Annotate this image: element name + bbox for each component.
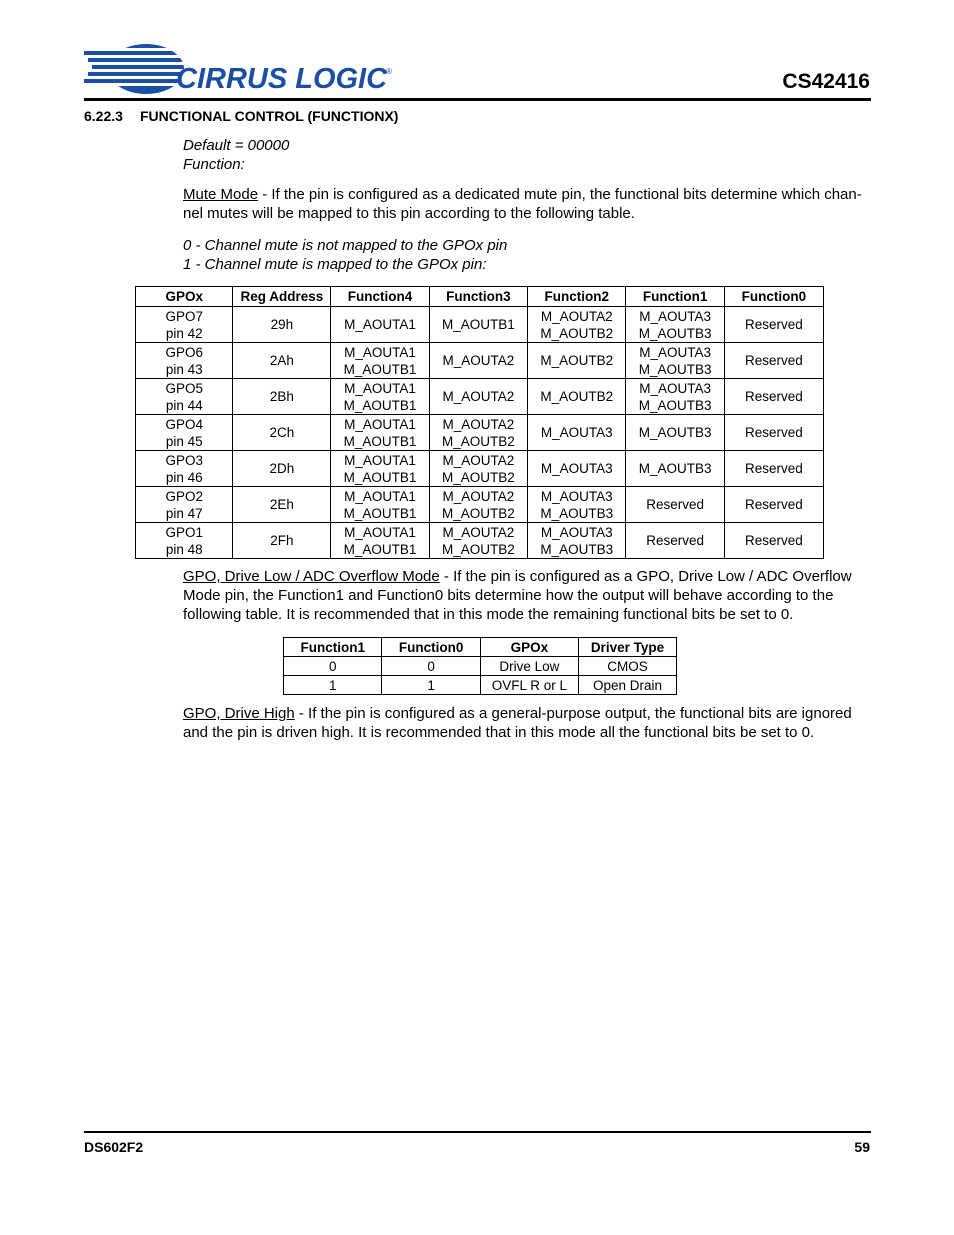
table-cell xyxy=(724,523,823,559)
table-cell xyxy=(331,415,429,451)
table-cell xyxy=(233,307,331,343)
cell-line: Reserved xyxy=(646,497,705,512)
cell-line: M_AOUTB2 xyxy=(540,325,614,341)
function-label: Function: xyxy=(183,156,245,173)
table-cell xyxy=(233,487,331,523)
cell-line: Reserved xyxy=(745,389,803,404)
table-row xyxy=(284,676,677,695)
cell-line: M_AOUTA2 xyxy=(442,524,515,540)
cell-line: M_AOUTA1 xyxy=(344,380,416,396)
column-header: Function4 xyxy=(331,287,429,307)
cell-line: pin 44 xyxy=(165,397,203,413)
cell-line: 29h xyxy=(270,317,294,332)
table-cell xyxy=(136,523,233,559)
cell-line: GPO5 xyxy=(165,380,203,396)
cell-line: M_AOUTB3 xyxy=(638,397,712,413)
cell-line: GPO7 xyxy=(165,308,203,324)
table-cell xyxy=(724,343,823,379)
cell-line: Reserved xyxy=(646,533,705,548)
table-row xyxy=(136,379,824,415)
gpo-drive-low-term: GPO, Drive Low / ADC Overflow Mode xyxy=(183,568,440,585)
section-heading xyxy=(84,108,398,124)
table-cell xyxy=(233,343,331,379)
cell-line: 2Eh xyxy=(269,497,294,512)
cell-line: 2Dh xyxy=(269,461,295,476)
table-cell xyxy=(724,379,823,415)
cell-line: pin 47 xyxy=(165,505,203,521)
table-cell xyxy=(528,307,626,343)
cell-line: pin 48 xyxy=(165,541,203,557)
gpo-drive-low-text: - If the pin is configured as a GPO, Drive Low / ADC Overflow Mode pin, the Function1 and Function0 bits determine how the output will behave according to the following table. It is recommended that in this mode the remaining functional bits be set to 0. xyxy=(183,568,852,623)
cell-line: Reserved xyxy=(745,461,803,476)
cell-line: M_AOUTA3 xyxy=(639,308,712,324)
part-number: CS42416 xyxy=(782,70,870,93)
cell-line: M_AOUTB1 xyxy=(343,361,417,377)
cell-line: M_AOUTB2 xyxy=(442,541,515,557)
column-header: Function1 xyxy=(284,638,382,657)
column-header: GPOx xyxy=(136,287,233,307)
cell-line: M_AOUTA2 xyxy=(442,389,515,404)
table-cell xyxy=(233,415,331,451)
table-cell: 0 xyxy=(284,657,382,676)
drive-type-table xyxy=(283,637,677,695)
table-cell xyxy=(136,379,233,415)
table-cell xyxy=(331,487,429,523)
table-cell xyxy=(528,415,626,451)
registered-mark: ® xyxy=(386,67,392,76)
cell-line: M_AOUTA1 xyxy=(344,344,416,360)
table-row xyxy=(136,307,824,343)
cell-line: GPO2 xyxy=(165,488,203,504)
table-cell: 1 xyxy=(382,676,480,695)
default-value: Default = 00000 xyxy=(183,137,290,154)
cell-line: M_AOUTB1 xyxy=(343,469,417,485)
table-cell xyxy=(233,379,331,415)
table-row xyxy=(136,451,824,487)
table-cell xyxy=(331,343,429,379)
mute-mode-text: - If the pin is configured as a dedicated mute pin, the functional bits determine which chan- nel mutes will be mapped to this pin according to the following table. xyxy=(183,186,862,222)
cell-line: M_AOUTB1 xyxy=(343,505,417,521)
cell-line: M_AOUTA1 xyxy=(344,488,416,504)
table-cell xyxy=(233,451,331,487)
table-cell: Drive Low xyxy=(480,657,578,676)
cell-line: pin 43 xyxy=(165,361,203,377)
table-cell xyxy=(528,487,626,523)
cell-line: M_AOUTA3 xyxy=(540,425,613,440)
table-cell xyxy=(724,307,823,343)
gpo-drive-low-paragraph xyxy=(183,567,873,624)
cell-line: Reserved xyxy=(745,497,803,512)
table-cell xyxy=(528,379,626,415)
cell-line: M_AOUTA1 xyxy=(344,452,416,468)
table-cell xyxy=(429,487,527,523)
cell-line: M_AOUTA2 xyxy=(442,452,515,468)
table-row xyxy=(136,415,824,451)
table-cell xyxy=(429,523,527,559)
cell-line: 2Ch xyxy=(269,425,295,440)
table-row xyxy=(284,657,677,676)
document-id: DS602F2 xyxy=(84,1139,144,1155)
cell-line: M_AOUTB3 xyxy=(540,541,614,557)
table-cell xyxy=(331,523,429,559)
page-number: 59 xyxy=(854,1139,870,1155)
cell-line: M_AOUTA3 xyxy=(540,524,613,540)
section-title: FUNCTIONAL CONTROL (FUNCTIONX) xyxy=(140,108,399,124)
cell-line: M_AOUTA2 xyxy=(442,416,515,432)
table-cell xyxy=(626,343,724,379)
table-cell xyxy=(136,451,233,487)
cell-line: M_AOUTB1 xyxy=(343,433,417,449)
cell-line: pin 42 xyxy=(165,325,203,341)
cell-line: M_AOUTB2 xyxy=(442,433,515,449)
table-cell xyxy=(136,307,233,343)
cell-line: M_AOUTB1 xyxy=(442,317,515,332)
table-cell xyxy=(136,415,233,451)
cell-line: M_AOUTB2 xyxy=(540,353,614,368)
cell-line: M_AOUTB3 xyxy=(540,505,614,521)
cell-line: M_AOUTB1 xyxy=(343,541,417,557)
gpo-drive-high-text: - If the pin is configured as a general-purpose output, the functional bits are ignored and the pin is driven high. It is recommended that in this mode all the functional bits be set to 0. xyxy=(183,705,852,741)
cell-line: M_AOUTA2 xyxy=(540,308,613,324)
header-rule xyxy=(84,98,871,101)
column-header: Driver Type xyxy=(578,638,676,657)
mute-value-0: 0 - Channel mute is not mapped to the GPOx pin xyxy=(183,237,508,254)
cell-line: GPO3 xyxy=(165,452,203,468)
cell-line: M_AOUTA3 xyxy=(639,344,712,360)
table-cell xyxy=(233,523,331,559)
cell-line: M_AOUTA1 xyxy=(344,416,416,432)
table-cell xyxy=(626,451,724,487)
cell-line: 2Ah xyxy=(269,353,294,368)
logo-wordmark: CIRRUS LOGIC xyxy=(176,63,388,95)
column-header: Function0 xyxy=(382,638,480,657)
table-cell xyxy=(626,379,724,415)
table-cell xyxy=(331,379,429,415)
mute-mode-paragraph xyxy=(183,185,873,223)
cell-line: M_AOUTB1 xyxy=(343,397,417,413)
table-cell xyxy=(429,451,527,487)
table-cell xyxy=(429,343,527,379)
column-header: Function1 xyxy=(626,287,724,307)
cell-line: M_AOUTA2 xyxy=(442,353,515,368)
column-header: Function2 xyxy=(528,287,626,307)
mute-mapping-table xyxy=(135,286,824,559)
table-cell xyxy=(626,307,724,343)
cell-line: GPO1 xyxy=(165,524,203,540)
cell-line: M_AOUTA3 xyxy=(540,488,613,504)
cell-line: pin 46 xyxy=(165,469,203,485)
table-cell: Open Drain xyxy=(578,676,676,695)
table-cell: OVFL R or L xyxy=(480,676,578,695)
cell-line: GPO6 xyxy=(165,344,203,360)
table-cell xyxy=(724,415,823,451)
cell-line: pin 45 xyxy=(165,433,203,449)
table-cell: 0 xyxy=(382,657,480,676)
table-cell xyxy=(331,451,429,487)
table-cell: CMOS xyxy=(578,657,676,676)
table-cell xyxy=(626,415,724,451)
column-header: Reg Address xyxy=(233,287,331,307)
column-header: GPOx xyxy=(480,638,578,657)
table-cell xyxy=(528,523,626,559)
mute-value-1: 1 - Channel mute is mapped to the GPOx pin: xyxy=(183,256,487,273)
cell-line: M_AOUTB2 xyxy=(540,389,614,404)
section-number: 6.22.3 xyxy=(84,108,123,124)
column-header: Function3 xyxy=(429,287,527,307)
table-cell xyxy=(724,451,823,487)
cirrus-logic-logo xyxy=(84,38,404,100)
table-cell xyxy=(136,343,233,379)
cell-line: Reserved xyxy=(745,425,803,440)
cell-line: M_AOUTA3 xyxy=(540,461,613,476)
cell-line: Reserved xyxy=(745,353,803,368)
cell-line: M_AOUTA1 xyxy=(344,524,416,540)
cell-line: M_AOUTB3 xyxy=(638,425,712,440)
table-cell xyxy=(626,487,724,523)
table-cell: 1 xyxy=(284,676,382,695)
table-row xyxy=(136,487,824,523)
mute-mode-term: Mute Mode xyxy=(183,186,259,203)
table-cell xyxy=(528,343,626,379)
cell-line: M_AOUTA1 xyxy=(344,317,416,332)
cell-line: 2Bh xyxy=(269,389,294,404)
table-cell xyxy=(528,451,626,487)
footer-rule xyxy=(84,1131,871,1133)
cell-line: M_AOUTB3 xyxy=(638,461,712,476)
cell-line: M_AOUTB2 xyxy=(442,469,515,485)
gpo-drive-high-paragraph xyxy=(183,704,873,742)
cell-line: M_AOUTB2 xyxy=(442,505,515,521)
cell-line: Reserved xyxy=(745,533,803,548)
table-cell xyxy=(331,307,429,343)
table-cell xyxy=(429,415,527,451)
table-cell xyxy=(136,487,233,523)
cell-line: GPO4 xyxy=(165,416,203,432)
cell-line: Reserved xyxy=(745,317,803,332)
cell-line: 2Fh xyxy=(270,533,294,548)
table-row xyxy=(136,523,824,559)
table-cell xyxy=(429,379,527,415)
cell-line: M_AOUTB3 xyxy=(638,361,712,377)
column-header: Function0 xyxy=(724,287,823,307)
table-cell xyxy=(429,307,527,343)
cell-line: M_AOUTA3 xyxy=(639,380,712,396)
table-row xyxy=(136,343,824,379)
cell-line: M_AOUTB3 xyxy=(638,325,712,341)
table-cell xyxy=(626,523,724,559)
gpo-drive-high-term: GPO, Drive High xyxy=(183,705,295,722)
table-cell xyxy=(724,487,823,523)
cell-line: M_AOUTA2 xyxy=(442,488,515,504)
